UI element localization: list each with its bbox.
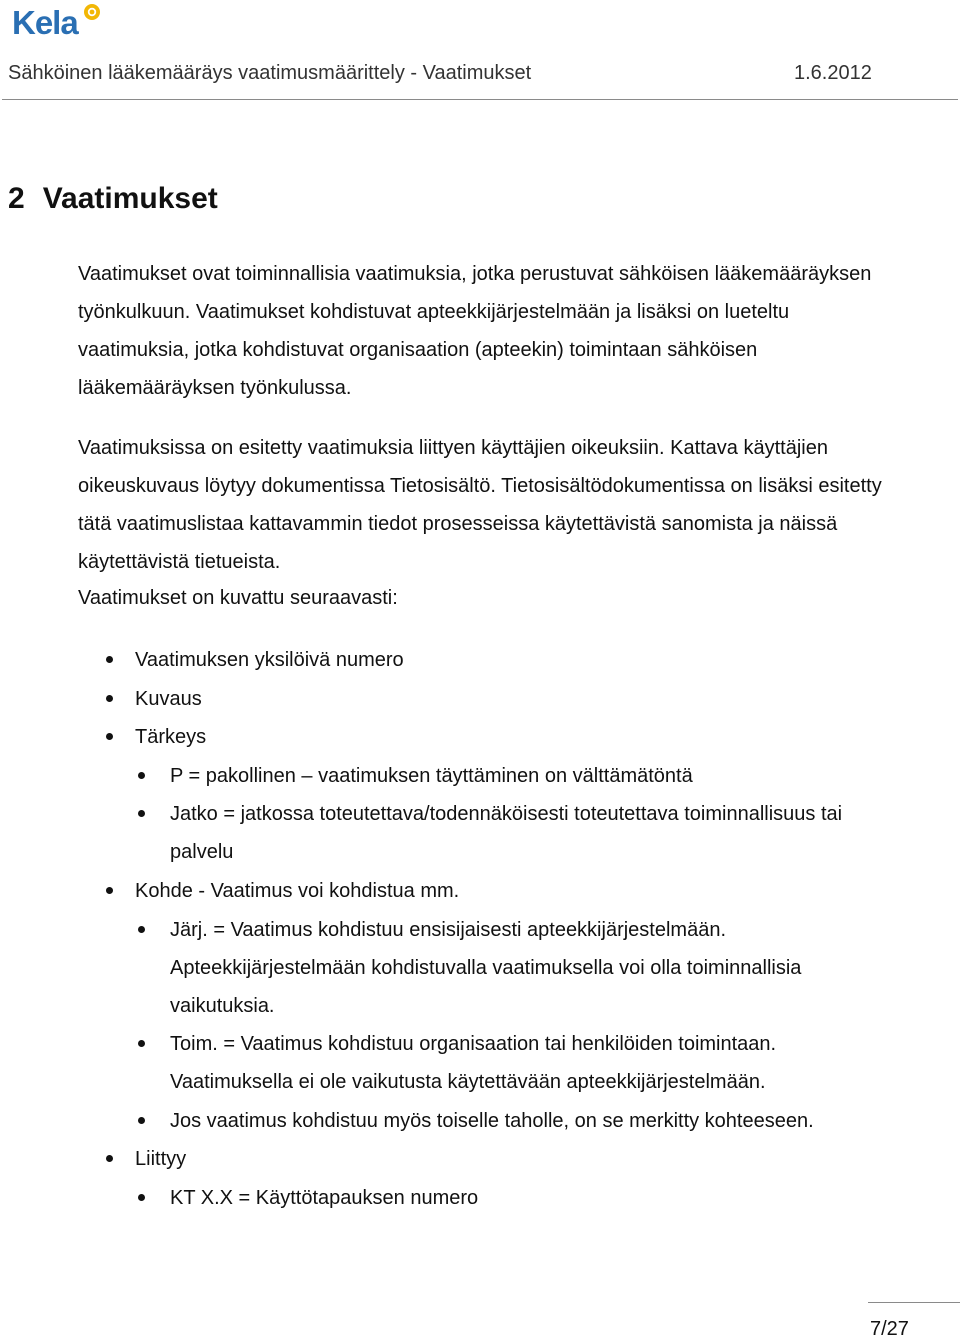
list-subitem-continuation: palvelu bbox=[170, 841, 234, 863]
list-item: Kohde - Vaatimus voi kohdistua mm. bbox=[135, 880, 460, 902]
bullet-icon bbox=[106, 887, 113, 894]
paragraph-list-intro bbox=[78, 579, 958, 617]
chapter-title: Vaatimukset bbox=[42, 182, 218, 215]
list-subitem: Järj. = Vaatimus kohdistuu ensisijaisesti apteekkijärjestelmään. bbox=[170, 919, 727, 941]
document-title: Sähköinen lääkemääräys vaatimusmäärittely - Vaatimukset bbox=[8, 62, 532, 84]
list-item: Vaatimuksen yksilöivä numero bbox=[135, 649, 404, 671]
footer-divider bbox=[868, 1302, 960, 1303]
text-line: oikeuskuvaus löytyy dokumentissa Tietosisältö. Tietosisältödokumentissa on lisäksi esitetty bbox=[78, 475, 882, 497]
bullet-icon bbox=[106, 733, 113, 740]
list-item: Liittyy bbox=[135, 1148, 187, 1170]
logo-text: Kela bbox=[12, 4, 78, 41]
list-subitem: Toim. = Vaatimus kohdistuu organisaation tai henkilöiden toimintaan. bbox=[170, 1033, 777, 1055]
kela-logo bbox=[12, 2, 102, 46]
header-divider bbox=[2, 99, 958, 100]
bullet-icon bbox=[138, 1194, 145, 1201]
text-line: lääkemääräyksen työnkulussa. bbox=[78, 377, 352, 399]
list-subitem-continuation: Apteekkijärjestelmään kohdistuvalla vaatimuksella voi olla toiminnallisia bbox=[170, 957, 802, 979]
bullet-icon bbox=[138, 772, 145, 779]
chapter-heading bbox=[8, 182, 218, 216]
paragraph-rights bbox=[78, 429, 958, 581]
text-line: Vaatimukset ovat toiminnallisia vaatimuksia, jotka perustuvat sähköisen lääkemääräyksen bbox=[78, 263, 872, 285]
bullet-icon bbox=[106, 656, 113, 663]
document-date: 1.6.2012 bbox=[794, 62, 872, 84]
bullet-icon bbox=[138, 926, 145, 933]
list-subitem: P = pakollinen – vaatimuksen täyttäminen on välttämätöntä bbox=[170, 765, 693, 787]
page-number: 7/27 bbox=[870, 1318, 909, 1340]
text-line: vaatimuksia, jotka kohdistuvat organisaation (apteekin) toimintaan sähköisen bbox=[78, 339, 758, 361]
bullet-icon bbox=[138, 1040, 145, 1047]
text-line: tätä vaatimuslistaa kattavammin tiedot prosesseissa käytettävistä sanomista ja näissä bbox=[78, 513, 838, 535]
list-item: Tärkeys bbox=[135, 726, 207, 748]
list-subitem-continuation: vaikutuksia. bbox=[170, 995, 275, 1017]
bullet-icon bbox=[106, 695, 113, 702]
kela-sun-icon bbox=[82, 2, 102, 22]
list-subitem: Jatko = jatkossa toteutettava/todennäköisesti toteutettava toiminnallisuus tai bbox=[170, 803, 843, 825]
paragraph-intro bbox=[78, 255, 958, 407]
bullet-icon bbox=[138, 810, 145, 817]
list-subitem: Jos vaatimus kohdistuu myös toiselle taholle, on se merkitty kohteeseen. bbox=[170, 1110, 814, 1132]
chapter-number: 2 bbox=[8, 182, 25, 215]
list-subitem: KT X.X = Käyttötapauksen numero bbox=[170, 1187, 479, 1209]
list-subitem-continuation: Vaatimuksella ei ole vaikutusta käytettävään apteekkijärjestelmään. bbox=[170, 1071, 766, 1093]
text-line: Vaatimuksissa on esitetty vaatimuksia liittyen käyttäjien oikeuksiin. Kattava käyttäjien bbox=[78, 437, 828, 459]
bullet-icon bbox=[138, 1117, 145, 1124]
text-line: käytettävistä tietueista. bbox=[78, 551, 281, 573]
bullet-icon bbox=[106, 1155, 113, 1162]
text-line: Vaatimukset on kuvattu seuraavasti: bbox=[78, 587, 398, 609]
list-item: Kuvaus bbox=[135, 688, 202, 710]
text-line: työnkulkuun. Vaatimukset kohdistuvat apteekkijärjestelmään ja lisäksi on lueteltu bbox=[78, 301, 790, 323]
